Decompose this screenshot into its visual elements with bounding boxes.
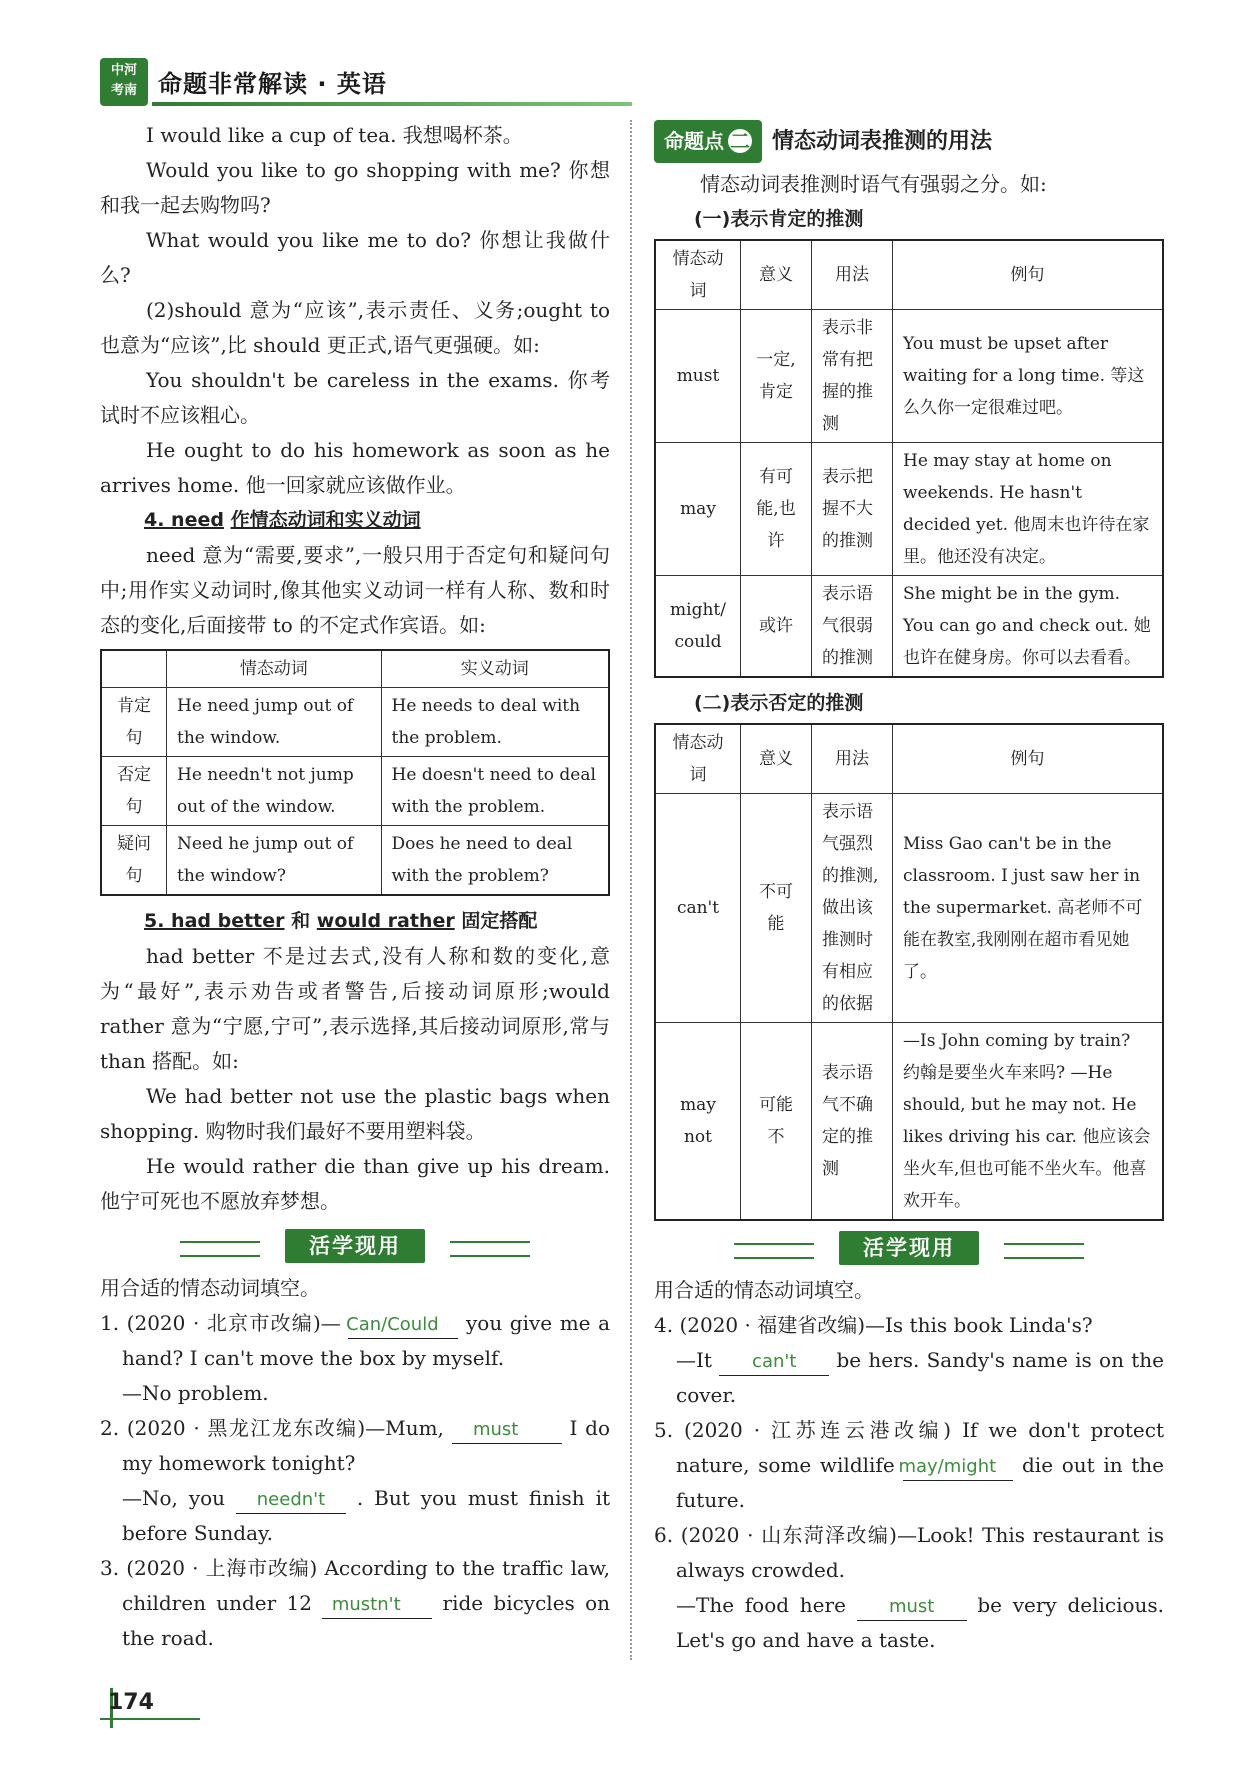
table-header: 情态动词 [655,240,741,310]
table-cell: 否定句 [101,757,167,826]
question-text: —It [676,1348,712,1372]
positive-inference-table [654,239,1164,678]
section-4-title [144,503,610,538]
answer-blank[interactable]: must [452,1417,562,1444]
table-header: 意义 [741,240,812,310]
section-4-title-a: 4. need [144,509,224,531]
table-cell: Does he need to deal with the problem? [381,826,609,896]
table-cell: may not [655,1023,741,1221]
table-cell: 表示把握不大的推测 [812,443,893,576]
table-header: 实义动词 [381,650,609,688]
section-5-title-b: 和 [291,910,311,932]
answer-blank[interactable]: may/might [903,1454,1013,1481]
table-cell: He may stay at home on weekends. He hasn't decided yet. 他周末也许待在家里。他还没有决定。 [893,443,1164,576]
paragraph: You shouldn't be careless in the exams. 你考试时不应该粗心。 [100,368,610,427]
column-divider [630,120,632,1660]
table-row [101,757,609,826]
table-cell: 表示语气很弱的推测 [812,576,893,678]
table-header: 例句 [893,724,1164,794]
table-cell: She might be in the gym. You can go and check out. 她也许在健身房。你可以去看看。 [893,576,1164,678]
table-row [655,794,1163,1023]
section-5-text: had better 不是过去式,没有人称和数的变化,意为“最好”,表示劝告或者警告,后接动词原形;would rather 意为“宁愿,宁可”,表示选择,其后接动词原形,常与 than 搭配。如: [100,944,610,1073]
section-5-title-a: 5. had better [144,910,285,932]
table-row [655,310,1163,443]
banner-line [180,1241,260,1257]
table-header: 意义 [741,724,812,794]
logo-text-1: 中河 [110,63,137,78]
table-cell: 疑问句 [101,826,167,896]
question-text: 1. (2020 · 北京市改编)— [100,1311,341,1335]
practice-banner [654,1229,1164,1269]
exercise-item: —No problem. [122,1381,269,1405]
question-text: die out in the future. [676,1453,1165,1512]
topic-badge-number: 二 [730,129,750,153]
table-cell: 可能不 [741,1023,812,1221]
exercise-item [100,1551,610,1656]
table-cell: He needs to deal with the problem. [381,688,609,757]
page-header [100,58,630,106]
answer-blank[interactable]: mustn't [322,1592,432,1619]
header-title: 命题非常解读 · 英语 [158,70,387,98]
exercise-item: 4. (2020 · 福建省改编)—Is this book Linda's? [654,1313,1093,1337]
table-cell: 表示语气强烈的推测,做出该推测时有相应的依据 [812,794,893,1023]
answer-blank[interactable]: can't [719,1349,829,1376]
question-text: be hers. Sandy's name is on the cover. [676,1348,1164,1407]
exercise-item [100,1306,610,1376]
table-row [101,688,609,757]
exercise-item [100,1481,610,1551]
question-text: ride bicycles on the road. [122,1591,611,1650]
question-text: 3. (2020 · 上海市改编) According to the traffic law, children under 12 [100,1556,610,1615]
table-cell: You must be upset after waiting for a long time. 等这么久你一定很难过吧。 [893,310,1164,443]
section-4-title-b: 作情态动词和实义动词 [230,509,421,531]
table-cell: 有可能,也许 [741,443,812,576]
table-header: 例句 [893,240,1164,310]
banner-label: 活学现用 [285,1229,425,1263]
logo-text-2: 考南 [110,83,137,98]
section-5-example: We had better not use the plastic bags when shopping. 购物时我们最好不要用塑料袋。 [100,1084,610,1143]
table-cell: 肯定句 [101,688,167,757]
page-number: 174 [108,1690,154,1715]
question-text: 5. (2020 · 江苏连云港改编) If we don't protect nature, some wildlife [654,1418,1164,1477]
table-cell: —Is John coming by train? 约翰是要坐火车来吗? —He should, but he may not. He likes driving his car. 他应该会坐火车,但也可能不坐火车。他喜欢开车。 [893,1023,1164,1221]
paragraph: What would you like me to do? 你想让我做什么? [100,228,610,287]
exercise-instruction: 用合适的情态动词填空。 [100,1276,320,1300]
table-header: 用法 [812,724,893,794]
right-column [654,118,1164,1658]
negative-inference-table [654,723,1164,1221]
topic-heading [654,120,1164,163]
need-table [100,649,610,896]
section-5-example: He would rather die than give up his dream. 他宁可死也不愿放弃梦想。 [100,1154,610,1213]
table-row [655,1023,1163,1221]
paragraph: I would like a cup of tea. 我想喝杯茶。 [146,123,523,147]
answer-blank[interactable]: must [857,1594,967,1621]
table-cell: 一定,肯定 [741,310,812,443]
table-header: 情态动词 [167,650,382,688]
table-cell: 表示语气不确定的推测 [812,1023,893,1221]
paragraph: Would you like to go shopping with me? 你想和我一起去购物吗? [100,158,610,217]
table-cell: 或许 [741,576,812,678]
section-5-title [144,904,610,939]
exercise-item [654,1413,1164,1518]
question-text: 2. (2020 · 黑龙江龙东改编)—Mum, [100,1416,444,1440]
question-text: . But you must finish it before Sunday. [122,1486,611,1545]
paragraph: (2)should 意为“应该”,表示责任、义务;ought to 也意为“应该”,比 should 更正式,语气更强硬。如: [100,298,610,357]
table-cell: may [655,443,741,576]
answer-blank[interactable]: Can/Could [348,1312,458,1339]
answer-blank[interactable]: needn't [236,1487,346,1514]
subheading-negative: (二)表示否定的推测 [694,692,864,714]
section-5-title-c: would rather [316,910,455,932]
banner-line [734,1243,814,1259]
question-text: I do my homework tonight? [122,1416,610,1475]
header-underline [152,102,632,106]
table-cell: Miss Gao can't be in the classroom. I just saw her in the supermarket. 高老师不可能在教室,我刚刚在超市看见她了。 [893,794,1164,1023]
exercise-item: 6. (2020 · 山东菏泽改编)—Look! This restaurant is always crowded. [654,1523,1164,1582]
section-5-title-d: 固定搭配 [461,910,538,932]
banner-line [450,1241,530,1257]
exercise-item [654,1588,1164,1658]
exercise-instruction: 用合适的情态动词填空。 [654,1278,874,1302]
banner-label: 活学现用 [839,1231,979,1265]
exercise-item [100,1411,610,1481]
topic-badge-label: 命题点 [664,129,724,153]
question-text: —No, you [122,1486,226,1510]
table-header: 用法 [812,240,893,310]
table-cell: might/ could [655,576,741,678]
table-cell: can't [655,794,741,1023]
subheading-positive: (一)表示肯定的推测 [694,208,864,230]
table-header: 情态动词 [655,724,741,794]
section-4-text: need 意为“需要,要求”,一般只用于否定句和疑问句中;用作实义动词时,像其他实义动词一样有人称、数和时态的变化,后面接带 to 的不定式作宾语。如: [100,543,610,637]
left-column [100,118,610,1656]
paragraph: He ought to do his homework as soon as he arrives home. 他一回家就应该做作业。 [100,438,610,497]
intro-text: 情态动词表推测时语气有强弱之分。如: [700,172,1047,196]
exercise-item [654,1343,1164,1413]
table-cell: must [655,310,741,443]
practice-banner [100,1227,610,1267]
table-cell: He needn't not jump out of the window. [167,757,382,826]
table-cell: Need he jump out of the window? [167,826,382,896]
question-text: —The food here [676,1593,846,1617]
table-cell: 表示非常有把握的推测 [812,310,893,443]
table-cell: He need jump out of the window. [167,688,382,757]
table-cell: He doesn't need to deal with the problem. [381,757,609,826]
table-cell: 不可能 [741,794,812,1023]
table-row [101,826,609,896]
topic-title: 情态动词表推测的用法 [772,129,993,154]
question-text: be very delicious. Let's go and have a taste. [676,1593,1165,1652]
table-row [655,576,1163,678]
table-row [655,443,1163,576]
table-header [101,650,167,688]
book-logo [100,58,148,106]
banner-line [1004,1243,1084,1259]
topic-badge [654,120,762,163]
question-text: you give me a hand? I can't move the box by myself. [122,1311,611,1370]
page-number-underline [100,1718,200,1720]
